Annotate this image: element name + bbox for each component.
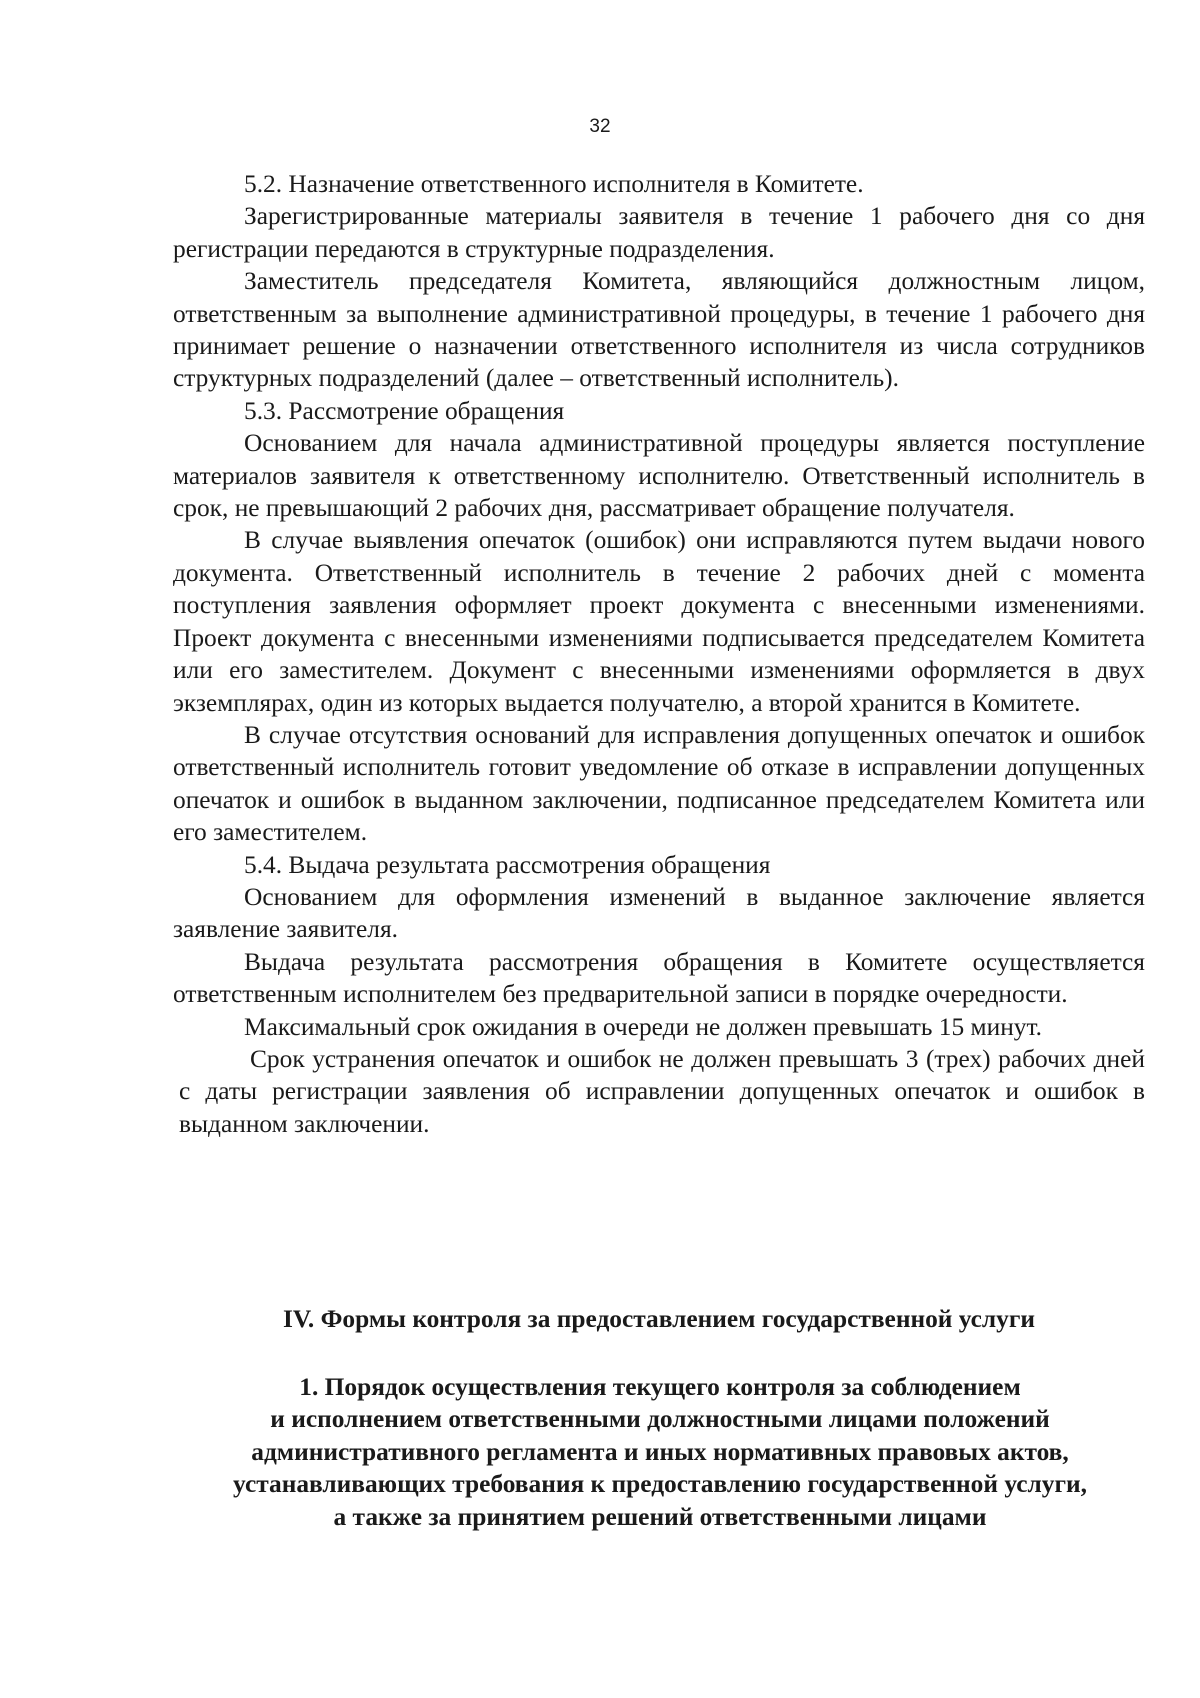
- paragraph-5-4-title: 5.4. Выдача результата рассмотрения обращения: [244, 850, 771, 879]
- subsection-heading-line: и исполнением ответственными должностными лицами положений: [270, 1405, 1050, 1434]
- paragraph-5-3-title: 5.3. Рассмотрение обращения: [244, 396, 565, 425]
- subsection-heading-line: устанавливающих требования к предоставлению государственной услуги,: [233, 1470, 1087, 1499]
- paragraph: Заместитель председателя Комитета, являющийся должностным лицом, ответственным за выполнение административной процедуры, в течение 1 рабочего дня принимает решение о назначении ответственного исполнителя из числа сотрудников структурных подразделений (далее – ответственный исполнитель).: [173, 267, 1145, 393]
- subsection-heading-line: а также за принятием решений ответственными лицами: [333, 1502, 987, 1531]
- paragraph: Основанием для оформления изменений в выданное заключение является заявление заявителя.: [173, 882, 1145, 944]
- paragraph: Максимальный срок ожидания в очереди не должен превышать 15 минут.: [244, 1012, 1043, 1041]
- section-heading: IV. Формы контроля за предоставлением государственной услуги: [282, 1305, 1036, 1333]
- paragraph: Основанием для начала административной процедуры является поступление материалов заявителя к ответственному исполнителю. Ответственный исполнитель в срок, не превышающий 2 рабочих дня, рассматривает обращение получателя.: [173, 429, 1145, 523]
- subsection-heading-line: 1. Порядок осуществления текущего контроля за соблюдением: [299, 1373, 1021, 1401]
- paragraph: Зарегистрированные материалы заявителя в течение 1 рабочего дня со дня регистрации передаются в структурные подразделения.: [173, 202, 1145, 263]
- paragraph: Срок устранения опечаток и ошибок не должен превышать 3 (трех) рабочих дней с даты регистрации заявления об исправлении допущенных опечаток и ошибок в выданном заключении.: [179, 1044, 1145, 1138]
- body-text: [173, 168, 1145, 1140]
- paragraph: В случае выявления опечаток (ошибок) они исправляются путем выдачи нового документа. Ответственный исполнитель в течение 2 рабочих дней с момента поступления заявления оформляет проект документа с внесенными изменениями. Проект документа с внесенными изменениями подписывается председателем Комитета или его заместителем. Документ с внесенными изменениями оформляется в двух экземплярах, один из которых выдается получателю, а второй хранится в Комитете.: [173, 526, 1145, 717]
- paragraph: Выдача результата рассмотрения обращения в Комитете осуществляется ответственным исполнителем без предварительной записи в порядке очередности.: [173, 947, 1145, 1009]
- paragraph-5-2-title: 5.2. Назначение ответственного исполнителя в Комитете.: [244, 170, 864, 198]
- page-number: 32: [589, 116, 611, 137]
- paragraph: В случае отсутствия оснований для исправления допущенных опечаток и ошибок ответственный исполнитель готовит уведомление об отказе в исправлении допущенных опечаток и ошибок в выданном заключении, подписанное председателем Комитета или его заместителем.: [173, 720, 1145, 847]
- subsection-heading: [160, 1371, 1160, 1533]
- subsection-heading-line: административного регламента и иных нормативных правовых актов,: [251, 1437, 1069, 1466]
